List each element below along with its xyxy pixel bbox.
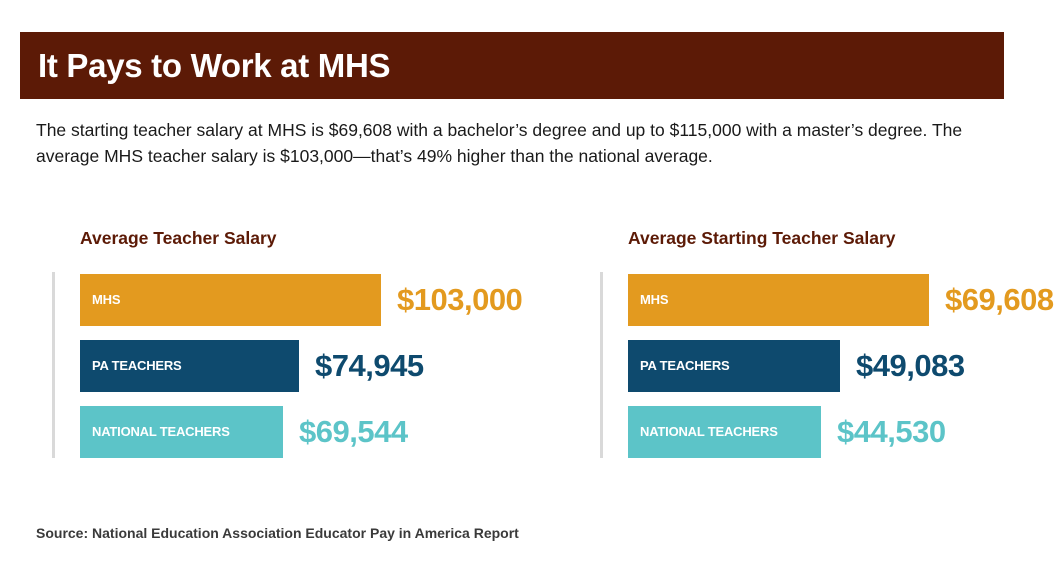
chart-title: Average Teacher Salary: [80, 228, 277, 248]
chart-panel-starting-salary: [600, 225, 1054, 465]
chart-title: Average Starting Teacher Salary: [628, 228, 896, 248]
panel-rule: [600, 272, 603, 458]
page-title: It Pays to Work at MHS: [38, 47, 391, 84]
source-note: Source: National Education Association Educator Pay in America Report: [36, 525, 519, 541]
bar-mhs: [80, 274, 381, 326]
panel-rule: [52, 272, 55, 458]
bar-national-teachers: [628, 406, 821, 458]
bar-value-label: $103,000: [397, 282, 523, 317]
intro-paragraph: The starting teacher salary at MHS is $69,608 with a bachelor’s degree and up to $115,000 with a master’s degree. The average MHS teacher salary is $103,000—that’s 49% higher than the national average.: [36, 120, 963, 166]
bar-category-label: NATIONAL TEACHERS: [640, 424, 778, 439]
bar-category-label: MHS: [640, 292, 669, 307]
bar-value-label: $74,945: [315, 348, 424, 383]
bar-value-label: $69,608: [945, 282, 1054, 317]
bar-category-label: MHS: [92, 292, 121, 307]
bar-value-label: $44,530: [837, 414, 946, 449]
chart-panel-average-salary: [52, 225, 523, 465]
bar-national-teachers: [80, 406, 283, 458]
bar-category-label: PA TEACHERS: [92, 358, 182, 373]
bar-value-label: $69,544: [299, 414, 408, 449]
bar-mhs: [628, 274, 929, 326]
bar-category-label: NATIONAL TEACHERS: [92, 424, 230, 439]
title-band: [20, 32, 1004, 99]
bar-pa-teachers: [628, 340, 840, 392]
bar-pa-teachers: [80, 340, 299, 392]
bar-value-label: $49,083: [856, 348, 965, 383]
bar-category-label: PA TEACHERS: [640, 358, 730, 373]
